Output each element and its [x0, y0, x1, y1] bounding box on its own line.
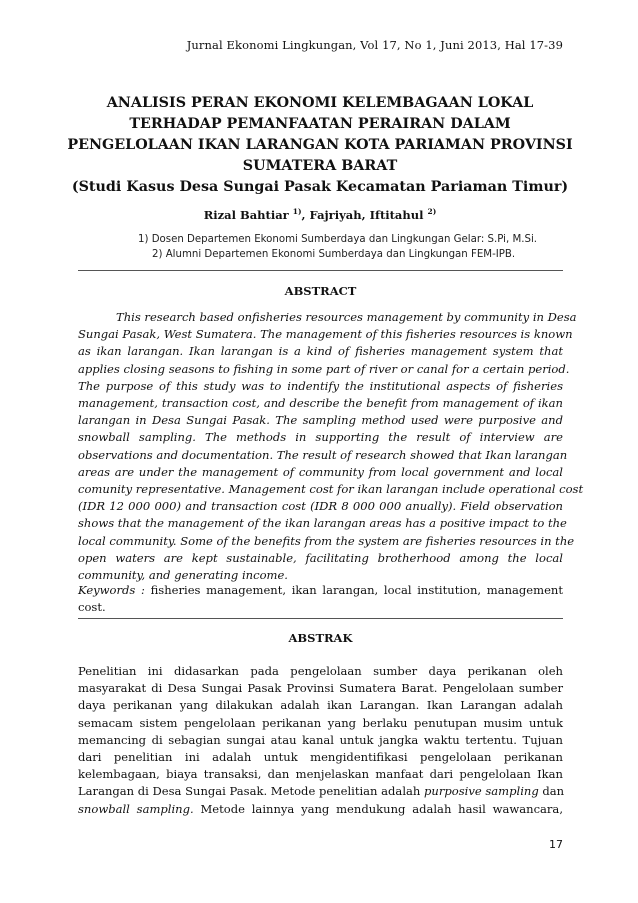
author-name: Rizal Bahtiar	[203, 207, 289, 222]
abstract-line: The purpose of this study was to indentify the institutional aspects of fisheries	[78, 378, 563, 393]
abstrak-term: snowball sampling.	[78, 801, 194, 816]
abstract-line: observations and documentation. The result of research showed that Ikan larangan	[78, 447, 568, 462]
abstrak-text: dan	[538, 784, 565, 799]
abstract-line: applies closing seasons to fishing in some part of river or canal for a certain period.	[78, 361, 570, 376]
abstrak-line: Penelitian ini didasarkan pada pengelolaan sumber daya perikanan oleh	[78, 664, 563, 678]
abstrak-text: Larangan di Desa Sungai Pasak. Metode penelitian adalah	[78, 784, 425, 799]
author-affiliation-mark: 1)	[292, 207, 302, 216]
title-line: SUMATERA BARAT	[242, 158, 398, 174]
abstract-line: snowball sampling. The methods in supporting the result of interview are	[78, 430, 563, 445]
abstract-line: open waters are kept sustainable, facilitating brotherhood among the local	[78, 550, 563, 565]
abstract-body	[78, 309, 584, 584]
abstrak-line: kelembagaan, biaya transaksi, dan menjelaskan manfaat dari pengelolaan Ikan	[78, 767, 563, 782]
keywords	[78, 582, 563, 616]
affiliation-2: 2) Alumni Departemen Ekonomi Sumberdaya dan Lingkungan FEM-IPB.	[152, 248, 516, 260]
header-divider	[78, 270, 563, 271]
keywords-label: Keywords :	[78, 583, 145, 597]
page-number: 17	[549, 838, 563, 851]
abstrak-line: memancing di sebagian sungai atau kanal untuk jangka waktu tertentu. Tujuan	[78, 732, 563, 747]
abstrak-body	[78, 663, 563, 818]
abstract-line: This research based onfisheries resources management by community in Desa	[116, 310, 577, 324]
abstract-line: shows that the management of the ikan larangan areas has a positive impact to the	[78, 516, 567, 531]
keywords-divider	[78, 618, 563, 619]
keywords-text: fisheries management, ikan larangan, local institution, management	[144, 583, 564, 597]
abstrak-line: dari penelitian ini adalah untuk mengidentifikasi pengelolaan perikanan	[78, 750, 563, 765]
paper-title	[60, 93, 580, 198]
keywords-line: cost.	[78, 600, 106, 615]
author-names: , Fajriyah, Iftitahul	[301, 207, 424, 222]
abstract-line: comunity representative. Management cost for ikan larangan include operational cost	[78, 482, 584, 497]
abstrak-line: daya perikanan yang dilakukan adalah ikan Larangan. Ikan Larangan adalah	[78, 698, 563, 713]
running-head: Jurnal Ekonomi Lingkungan, Vol 17, No 1, Juni 2013, Hal 17-39	[186, 38, 563, 52]
abstrak-text: Metode lainnya yang mendukung adalah hasil wawancara,	[193, 801, 563, 816]
abstrak-line	[78, 783, 563, 800]
abstract-heading: ABSTRACT	[284, 284, 357, 298]
title-line: (Studi Kasus Desa Sungai Pasak Kecamatan Pariaman Timur)	[71, 179, 569, 195]
abstrak-term: purposive sampling	[424, 784, 539, 799]
author-affiliation-mark: 2)	[427, 207, 437, 216]
abstract-line: (IDR 12 000 000) and transaction cost (IDR 8 000 000 anually). Field observation	[78, 499, 563, 514]
abstrak-line: masyarakat di Desa Sungai Pasak Provinsi Sumatera Barat. Pengelolaan sumber	[78, 681, 563, 696]
abstract-line: areas are under the management of community from local government and local	[78, 464, 563, 479]
title-line: PENGELOLAAN IKAN LARANGAN KOTA PARIAMAN PROVINSI	[67, 137, 573, 153]
keywords-line	[78, 582, 563, 599]
title-line: TERHADAP PEMANFAATAN PERAIRAN DALAM	[129, 116, 511, 132]
abstract-line: local community. Some of the benefits from the system are fisheries resources in the	[78, 533, 575, 548]
title-line: ANALISIS PERAN EKONOMI KELEMBAGAAN LOKAL	[106, 95, 534, 111]
abstract-line: Sungai Pasak, West Sumatera. The management of this fisheries resources is known	[78, 327, 573, 342]
affiliation-1: 1) Dosen Departemen Ekonomi Sumberdaya dan Lingkungan Gelar: S.Pi, M.Si.	[138, 234, 538, 245]
affiliations	[110, 233, 550, 262]
abstract-line: community, and generating income.	[78, 568, 288, 583]
abstract-line: management, transaction cost, and describe the benefit from management of ikan	[78, 396, 563, 411]
author-list	[60, 207, 580, 222]
abstract-line: larangan in Desa Sungai Pasak. The sampling method used were purposive and	[78, 413, 563, 428]
abstract-line: as ikan larangan. Ikan larangan is a kind of fisheries management system that	[78, 344, 563, 359]
abstrak-heading: ABSTRAK	[288, 631, 353, 645]
abstrak-line: semacam sistem pengelolaan perikanan yang berlaku penutupan musim untuk	[78, 715, 563, 730]
abstrak-line	[78, 801, 563, 818]
